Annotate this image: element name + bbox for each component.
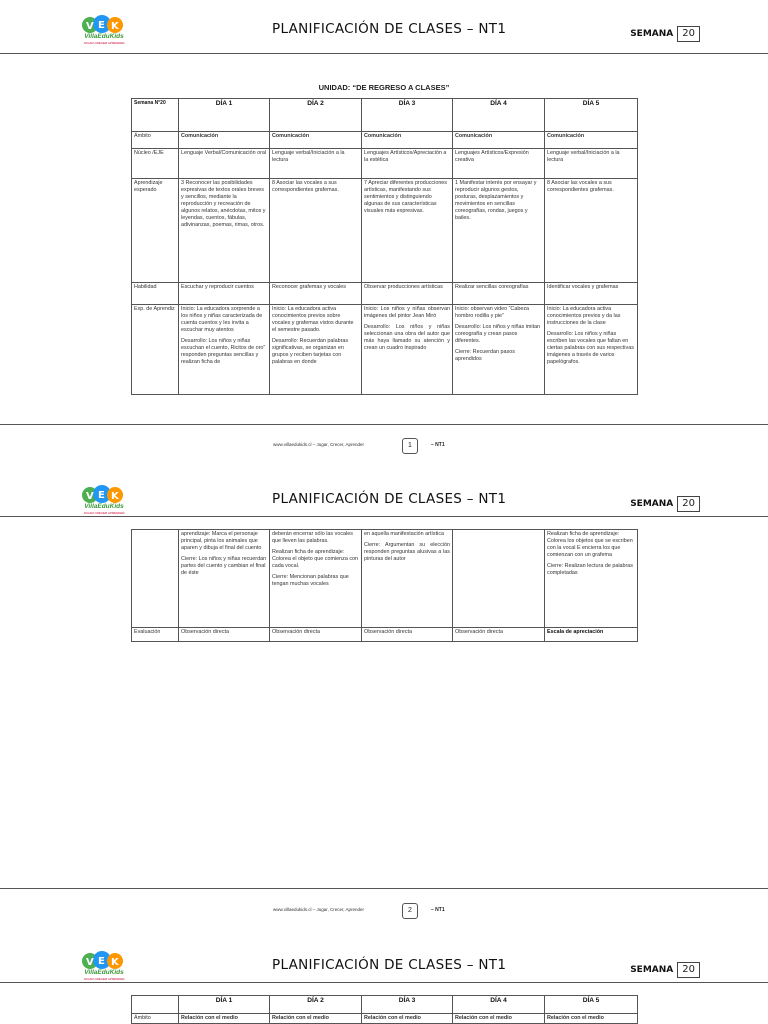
table-cell: 7 Apreciar diferentes producciones artísticas, manifestando sus sentimientos y distinguiendo algunas de sus características visuales más expresivas.: [362, 179, 453, 283]
table-cell: [545, 305, 638, 395]
table-cell: [362, 305, 453, 395]
day-header: DÍA 3: [362, 996, 453, 1014]
paragraph: Desarrollo: Los niños y niñas seleccionan una obra del autor que más haya llamado su atención y crean un cuadro inspirado: [364, 324, 450, 351]
page-footer: [0, 438, 768, 454]
table-row: [132, 1014, 638, 1024]
row-label: Exp. de Aprendiz: [132, 305, 179, 395]
svg-text:V: V: [86, 957, 94, 968]
row-label: [132, 530, 179, 628]
page-title: PLANIFICACIÓN DE CLASES – NT1: [272, 491, 507, 507]
table-cell: Relación con el medio: [453, 1014, 545, 1024]
table-cell: Lenguaje Verbal/Comunicación oral: [179, 149, 270, 179]
day-header: DÍA 5: [545, 99, 638, 132]
table-cell: Observar producciones artísticas: [362, 283, 453, 305]
svg-text:E: E: [98, 956, 105, 967]
table-cell: [270, 530, 362, 628]
semana-indicator: [630, 962, 700, 978]
row-label: Evaluación: [132, 628, 179, 642]
table-cell: [545, 530, 638, 628]
table-cell: [453, 530, 545, 628]
paragraph: Realizan ficha de aprendizaje: Colorea el objeto que comienza con cada vocal.: [272, 549, 359, 569]
footer-level: – NT1: [431, 907, 445, 913]
table-cell: 8 Asociar las vocales a sus correspondientes grafemas.: [270, 179, 362, 283]
paragraph: Cierre: Recuerdan pasos aprendidos: [455, 349, 515, 362]
day-header: DÍA 3: [362, 99, 453, 132]
day-header: DÍA 4: [453, 99, 545, 132]
day-header: DÍA 1: [179, 996, 270, 1014]
table-row: [132, 283, 638, 305]
table-cell: [362, 530, 453, 628]
logo-tagline: JUGAR CRECER APRENDER: [83, 511, 125, 515]
table-cell: Comunicación: [179, 132, 270, 149]
svg-text:E: E: [98, 490, 105, 501]
day-header: DÍA 4: [453, 996, 545, 1014]
page-header: [0, 14, 768, 54]
semana-label: SEMANA: [630, 499, 674, 509]
paragraph: Cierre: Argumentan su elección responden preguntas alusivas a las pinturas del autor: [364, 542, 450, 562]
semana-value: 20: [677, 26, 700, 42]
week-header: [132, 996, 179, 1014]
table-cell: Relación con el medio: [545, 1014, 638, 1024]
logo-tagline: JUGAR CRECER APRENDER: [83, 977, 125, 981]
paragraph: Inicio: La educadora activa conocimientos previos y da las instrucciones de la clase: [547, 306, 621, 326]
semana-label: SEMANA: [630, 29, 674, 39]
table-cell: Observación directa: [453, 628, 545, 642]
svg-text:V: V: [86, 491, 94, 502]
table-cell: [179, 305, 270, 395]
semana-indicator: [630, 26, 700, 42]
villaedukids-logo: [76, 14, 132, 48]
table-cell: Lenguaje verbal/Iniciación a la lectura: [270, 149, 362, 179]
paragraph: Inicio: La educadora activa conocimientos previos sobre vocales y grafemas vistos durante el semestre pasado.: [272, 306, 354, 333]
logo-tagline: JUGAR CRECER APRENDER: [83, 41, 125, 45]
day-header: DÍA 1: [179, 99, 270, 132]
table-cell: [270, 305, 362, 395]
table-cell: 3 Reconocer las posibilidades expresivas de textos orales breves y sencillos, mediante la reproducción y recreación de algunos relatos, anécdotas, mitos y leyendas, cuentos, fábulas, adivinanzas, poemas, rimas, otros.: [179, 179, 270, 283]
table-cell: Identificar vocales y grafemas: [545, 283, 638, 305]
page-header: [0, 950, 768, 990]
paragraph: Desarrollo: Los niños y niñas imitan coreografía y crean pasos diferentes.: [455, 324, 541, 344]
day-header: DÍA 5: [545, 996, 638, 1014]
unidad-title: UNIDAD: “DE REGRESO A CLASES”: [318, 83, 450, 92]
table-row: [132, 149, 638, 179]
semana-label: SEMANA: [630, 965, 674, 975]
paragraph: Realizan ficha de aprendizaje: Colorea los objetos que se escriben con la vocal E encierra los que comienzan con un grafema: [547, 531, 633, 558]
paragraph: Cierre: Mencionan palabras que tengan muchas vocales: [272, 574, 349, 587]
day-header: DÍA 2: [270, 99, 362, 132]
table-row: [132, 628, 638, 642]
table-cell: Escala de apreciación: [545, 628, 638, 642]
table-cell: Comunicación: [545, 132, 638, 149]
planning-table-page1: [131, 98, 638, 395]
table-cell: Lenguajes Artísticos/Apreciación a la estética: [362, 149, 453, 179]
table-cell: Reconocer grafemas y vocales: [270, 283, 362, 305]
paragraph: Cierre: Los niños y niñas recuerdan partes del cuento y cambian el final de éste: [181, 556, 267, 576]
planning-table-page2: [131, 529, 638, 642]
page-number: 1: [402, 438, 418, 454]
table-cell: Realizar sencillas coreografías: [453, 283, 545, 305]
table-cell: Relación con el medio: [362, 1014, 453, 1024]
semana-indicator: [630, 496, 700, 512]
footer-level: – NT1: [431, 442, 445, 448]
row-label: Habilidad: [132, 283, 179, 305]
svg-text:E: E: [98, 20, 105, 31]
paragraph: Inicio: observan video “Cabeza hombro rodilla y pie”: [455, 306, 530, 319]
table-cell: 8 Asociar las vocales a sus correspondientes grafemas.: [545, 179, 638, 283]
page-divider: [0, 424, 768, 425]
header-divider: [0, 516, 768, 517]
table-row: [132, 305, 638, 395]
page-footer: [0, 903, 768, 919]
table-cell: Relación con el medio: [270, 1014, 362, 1024]
villaedukids-logo: [76, 950, 132, 984]
page-divider: [0, 888, 768, 889]
logo-text: VillaEduKids: [84, 33, 124, 40]
planning-table-page3: [131, 995, 638, 1024]
table-cell: Lenguaje verbal/Iniciación a la lectura: [545, 149, 638, 179]
semana-value: 20: [677, 496, 700, 512]
paragraph: Desarrollo: Los niños y niñas escuchan el cuento, Ricitos de oro” responden preguntas sencillas y realizan ficha de: [181, 338, 266, 365]
svg-text:V: V: [86, 21, 94, 32]
table-cell: Comunicación: [362, 132, 453, 149]
table-cell: Observación directa: [179, 628, 270, 642]
table-cell: [179, 530, 270, 628]
paragraph: Inicio: La educadora sorprende a los niños y niñas caracterizada de cuenta cuentos y les invita a escuchar muy atentos: [181, 306, 263, 333]
page-number: 2: [402, 903, 418, 919]
table-cell: Lenguajes Artísticos/Expresión creativa: [453, 149, 545, 179]
table-cell: Escuchar y reproducir cuentos: [179, 283, 270, 305]
row-label: Núcleo /EJE: [132, 149, 179, 179]
paragraph: Desarrollo: Recuerdan palabras significativas, se organizan en grupos y reciben tarjetas con palabras en donde: [272, 338, 349, 365]
svg-text:K: K: [111, 491, 119, 502]
footer-site: www.villaedukids.cl – Jugar, Crecer, Aprender: [273, 442, 365, 447]
day-header: DÍA 2: [270, 996, 362, 1014]
header-divider: [0, 53, 768, 54]
table-row: [132, 132, 638, 149]
row-label: Ámbito: [132, 132, 179, 149]
svg-text:K: K: [111, 957, 119, 968]
page-title: PLANIFICACIÓN DE CLASES – NT1: [272, 957, 507, 973]
paragraph: en aquella manifestación artística: [364, 531, 445, 537]
paragraph: Desarrollo: Los niños y niñas escriben las vocales que faltan en ciertas palabras con sus respectivas imágenes a través de varios papelógrafos.: [547, 331, 634, 365]
table-row: [132, 530, 638, 628]
villaedukids-logo: [76, 484, 132, 518]
logo-text: VillaEduKids: [84, 969, 124, 976]
semana-value: 20: [677, 962, 700, 978]
row-label: Ámbito: [132, 1014, 179, 1024]
table-cell: Comunicación: [453, 132, 545, 149]
table-cell: 1 Manifestar interés por ensayar y reproducir algunos gestos, posturas, desplazamientos y movimientos en sencillas coreografías, rondas, juegos y bailes.: [453, 179, 545, 283]
table-cell: Observación directa: [270, 628, 362, 642]
table-cell: [453, 305, 545, 395]
paragraph: deberán encerrar sólo las vocales que lleven las palabras.: [272, 531, 353, 544]
row-label: Aprendizaje esperado: [132, 179, 179, 283]
week-header: Semana N°20: [132, 99, 179, 132]
table-row: [132, 179, 638, 283]
table-cell: Relación con el medio: [179, 1014, 270, 1024]
table-cell: Observación directa: [362, 628, 453, 642]
page-header: [0, 484, 768, 524]
page-title: PLANIFICACIÓN DE CLASES – NT1: [272, 21, 507, 37]
logo-text: VillaEduKids: [84, 503, 124, 510]
footer-site: www.villaedukids.cl – Jugar, Crecer, Aprender: [273, 907, 365, 912]
paragraph: Cierre: Realizan lectura de palabras completadas: [547, 563, 633, 576]
paragraph: aprendizaje: Marca el personaje principal, pinta los animales que aparen y dibuja el final del cuento: [181, 531, 262, 551]
table-cell: Comunicación: [270, 132, 362, 149]
table-header-row: [132, 99, 638, 132]
svg-text:K: K: [111, 21, 119, 32]
paragraph: Inicio: Los niños y niñas observan imágenes del pintor Jean Miró: [364, 306, 450, 319]
table-header-row: [132, 996, 638, 1014]
header-divider: [0, 982, 768, 983]
